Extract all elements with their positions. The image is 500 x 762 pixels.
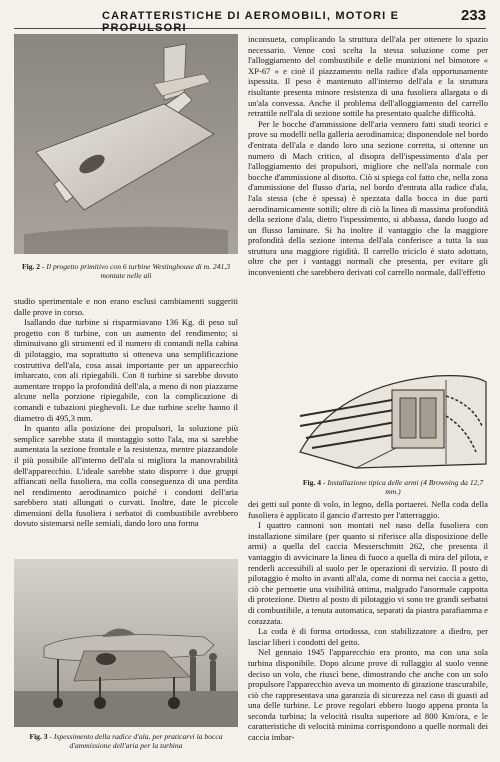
figure-2-caption — [14, 262, 238, 280]
paragraph: dei getti sul ponte di volo, in legno, della portaerei. Nella coda della fusoliera è applicato il gancio d'arresto per l'atterraggio. — [248, 499, 488, 520]
figure-3-aircraft-photo — [14, 559, 238, 727]
right-column-top-text — [248, 34, 488, 278]
right-column-bottom-text — [248, 499, 488, 743]
paragraph: I quattro cannoni son montati nel naso della fusoliera con installazione similare (per quanto si riferisce alla disposizione delle armi) a quella del caccia Messerschmitt 262, che presenta il vantaggio di avvicinare la linea di fuoco a quella di mira del pilota, e renderli accessibili al suolo per le operazioni di servizio. Il posto di pilotaggio è molto in avanti all'ala, come di norma nei caccia a getto, ciò che permette una visibilità ottima, malgrado l'anormale cappotta di protezione. Dietro al posto di pilotaggio vi sono tre grandi serbatoi di combustibile, a tenuta automatica, separati da piastra parafiamma e corazzata. — [248, 520, 488, 626]
page-number: 233 — [460, 7, 486, 24]
paragraph: inconsueta, complicando la struttura dell'ala per ottenere lo spazio necessario. Venne così scelta la stessa soluzione come per l'alloggiamento del combustibile e delle munizioni nel bimotore « XP-67 » e cioè il piazzamento nella radice d'ala opportunamente ispessita. Il peso è mantenuto all'interno dell'ala e la struttura risultante presenta minore resistenza di una fusoliera allargata o di un'ala convessa. Anche il problema dell'alloggiamento del carrello retrattile nell'ala di sezione sottile ha presentato qualche difficoltà. — [248, 34, 488, 119]
running-title: CARATTERISTICHE DI AEROMOBILI, MOTORI E PROPULSORI — [102, 10, 400, 34]
figure-3-label: Fig. 3 — [29, 732, 48, 741]
figure-4-label: Fig. 4 — [302, 478, 321, 487]
figure-2-aircraft-photo — [14, 34, 238, 254]
figure-4-gun-installation-drawing — [296, 356, 488, 476]
left-column-text — [14, 296, 238, 529]
paragraph: Nel gennaio 1945 l'apparecchio era pronto, ma con una sola turbina disponibile. Dopo alcune prove di rullaggio al suolo venne deciso un volo, che riuscì bene, dimostrando che anche con un solo propulsore l'apparecchio aveva un momento di girazione trascurabile, ciò che rappresentava una garanzia di sicurezza nel caso di guasti ad una delle turbine. Le prove regolari ebbero luogo appena pronta la seconda turbina; la velocità risulta superiore ad 800 Km/ora, e le caratteristiche di velocità minima corrispondono a quelle normali dei caccia imbar- — [248, 647, 488, 743]
paragraph: In quanto alla posizione dei propulsori, la soluzione più semplice sarebbe stata il montaggio sotto l'ala, ma si sarebbe aumentata la sezione frontale e la resistenza, mentre piazzandole il più possibile all'interno dell'ala si migliora la manovrabilità dell'apparecchio. L'ideale sarebbe stato disporre i due gruppi affiancati nella fusoliera, ma colla conseguenza di una perdita nel rendimento aerodinamico poiché i condotti dell'aria sarebbero stati allungati o curvati. Inoltre, date le piccole dimensioni della fusoliera i serbatoi di combustibile avrebbero dovuto sistemarsi nelle semiali, dando loro una forma — [14, 423, 238, 529]
figure-2-label: Fig. 2 — [21, 262, 41, 271]
figure-3-caption — [14, 732, 238, 750]
paragraph: Isallando due turbine si risparmiavano 136 Kg. di peso sul progetto con 8 turbine, con un aumento del rendimento; si diminuivano gli strumenti ed il numero di comandi nella cabina di pilotaggio, ma soprattutto si otteneva una semplificazione costruttiva dell'ala, cosa assai importante per un apparecchio imbarcato, con ali ripiegabili. Con 8 turbine si sarebbe dovuto aumentare troppo la profondità dell'ala, a meno di non piazzarne alcune nella porzione ripiegabile, con la complicazione di comandi e tubazioni pieghevoli. Le due turbine scelte hanno il diametro di 495,3 mm. — [14, 317, 238, 423]
paragraph: La coda è di forma ortodossa, con stabilizzatore a diedro, per lasciar liberi i condotti del getto. — [248, 626, 488, 647]
figure-2-caption-text: - Il progetto primitivo con 6 turbine Westinghouse di m. 241,3 montate nelle ali — [40, 262, 231, 281]
running-header — [14, 6, 486, 34]
figure-4-caption — [300, 478, 486, 496]
figure-4-caption-text: - Installazione tipica delle armi (4 Browning da 12,7 mm.) — [321, 478, 484, 497]
figure-3-caption-text: - Ispessimento della radice d'ala, per praticarvi la bocca d'ammissione dell'aria per la turbina — [47, 732, 223, 751]
paragraph: Per le bocche d'ammissione dell'aria vennero fatti studi teorici e prove su modelli nella galleria aerodinamica; disponendole nel bordo d'entrata dell'ala e dando loro una sezione corretta, si ottenne un numero di Mach critico, al disopra dell'ispessimento d'ala per l'alloggiamento dei propulsori, migliore che nell'ala normale con bocche d'ammissione al disotto. Ciò si spiega col fatto che, nella zona d'ammissione del flusso d'aria, nel bordo d'entrata alla radice d'ala, l'ala stessa (che è spessa) è spezzata dalla bocca in due parti aerodinamicamente sottili; oltre di ciò la linea di massima profondità della sezione d'ala, dietro l'ispessimento, si abbassa, dando luogo ad un flusso laminare. Si ha inoltre il vantaggio che la maggiore profondità della sezione interna dell'ala conferisce a tutta la sua struttura una maggiore rigidità. Il carrello triciclo è stato adottato, oltre che per i vantaggi normali che presenta, per evitare gli inconvenienti che sarebbero derivati col carrello normale, dall'effetto — [248, 118, 488, 278]
paragraph: studio sperimentale e non erano esclusi cambiamenti suggeriti dalle prove in corso. — [14, 296, 238, 317]
